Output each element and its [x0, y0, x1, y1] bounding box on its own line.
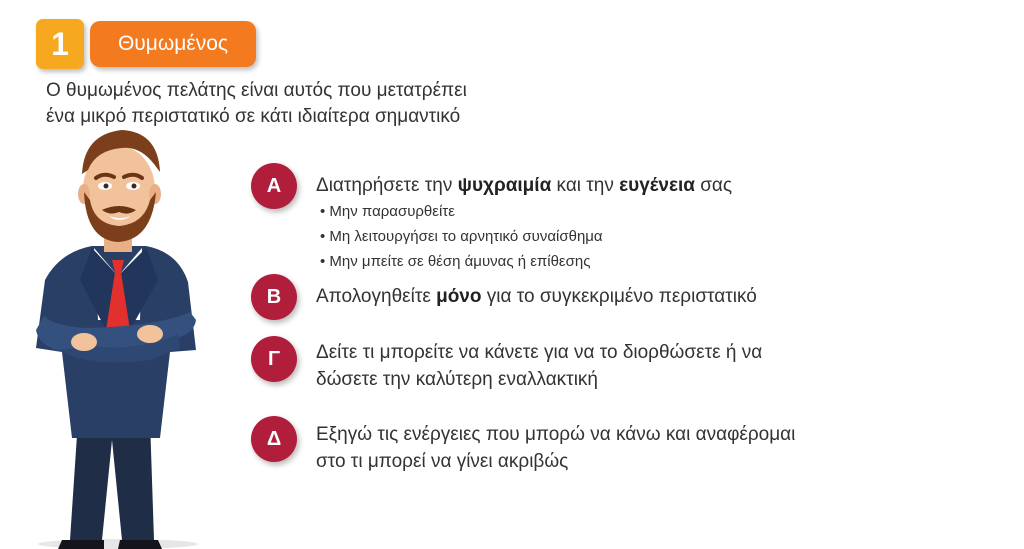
- item-c-text: Δείτε τι μπορείτε να κάνετε για να το διορθώσετε ή να δώσετε την καλύτερη εναλλακτική: [316, 342, 763, 390]
- item-a-sub-2: • Μη λειτουργήσει το αρνητικό συναίσθημα: [320, 228, 603, 245]
- section-number-badge: 1: [36, 19, 84, 69]
- item-a-sub-3: • Μην μπείτε σε θέση άμυνας ή επίθεσης: [320, 253, 590, 270]
- item-c-badge: Γ: [251, 336, 297, 382]
- item-d-text: Εξηγώ τις ενέργειες που μπορώ να κάνω και αναφέρομαι στο τι μπορεί να γίνει ακριβώς: [316, 424, 796, 472]
- section-title: Θυμωμένος: [90, 21, 256, 67]
- intro-line-2: ένα μικρό περιστατικό σε κάτι ιδιαίτερα σημαντικό: [46, 106, 461, 127]
- item-a-text: Διατηρήσετε την ψυχραιμία και την ευγένεια σας: [316, 175, 733, 196]
- item-b-text: Απολογηθείτε μόνο για το συγκεκριμένο περιστατικό: [316, 286, 757, 307]
- intro-line-1: Ο θυμωμένος πελάτης είναι αυτός που μετατρέπει: [46, 80, 467, 101]
- businessman-illustration: [0, 120, 240, 549]
- item-d-badge: Δ: [251, 416, 297, 462]
- item-a-sub-1: • Μην παρασυρθείτε: [320, 203, 455, 220]
- item-b-badge: Β: [251, 274, 297, 320]
- item-a-badge: Α: [251, 163, 297, 209]
